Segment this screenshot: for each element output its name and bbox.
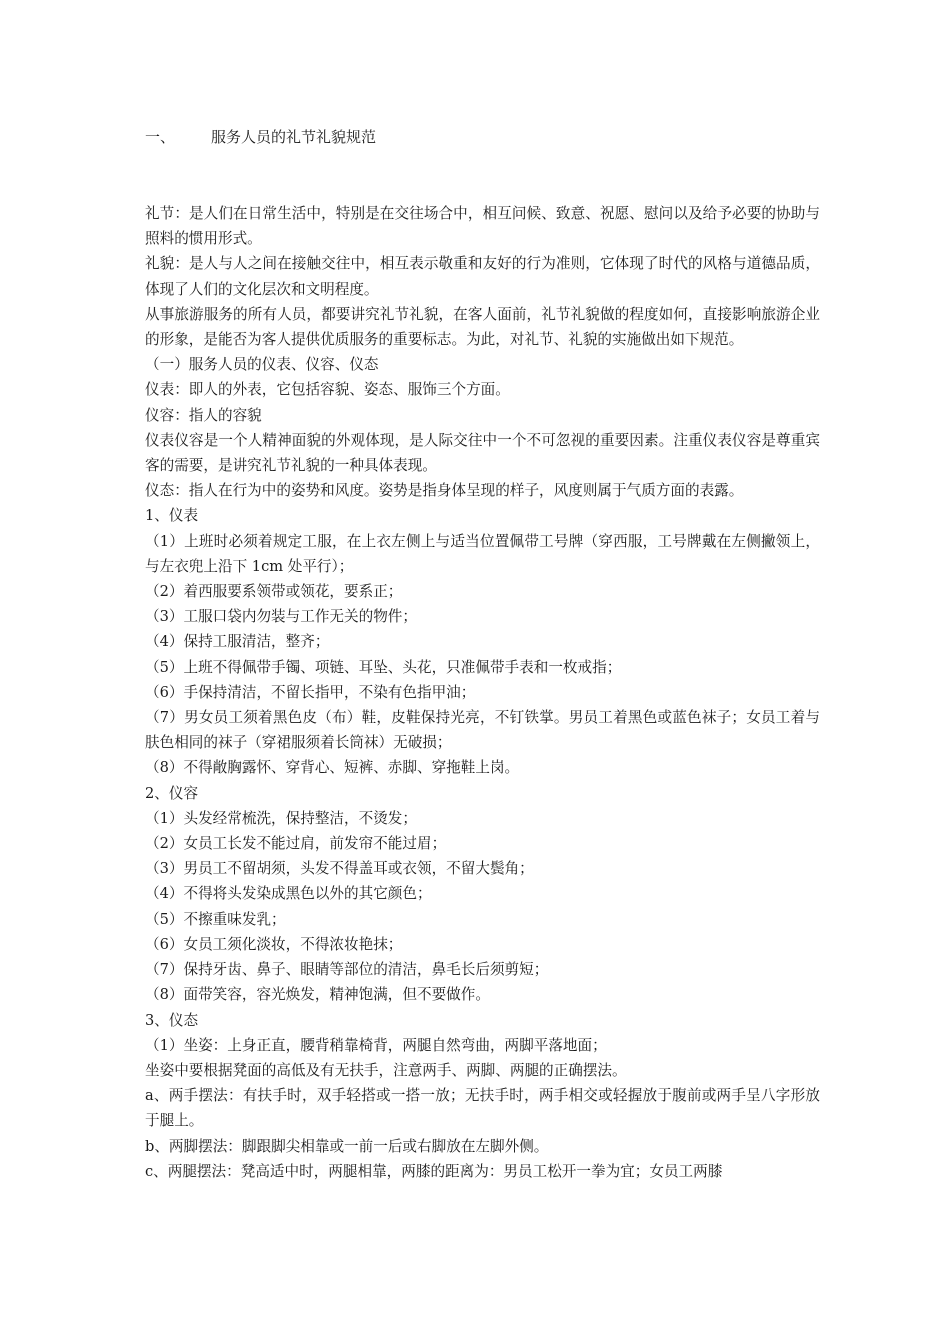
list-item: （3）男员工不留胡须，头发不得盖耳或衣领，不留大鬓角； xyxy=(145,860,534,878)
list-item: （6）手保持清洁，不留长指甲，不染有色指甲油； xyxy=(145,683,476,701)
section-title: 服务人员的礼节礼貌规范 xyxy=(211,128,377,146)
section-heading xyxy=(145,126,376,148)
paragraph: 从事旅游服务的所有人员，都要讲究礼节礼貌，在客人面前，礼节礼貌做的程度如何，直接影响旅游企业的形象，是能否为客人提供优质服务的重要标志。为此，对礼节、礼貌的实施做出如下规范。 xyxy=(145,305,820,349)
subsection-heading: 3、仪态 xyxy=(145,1011,199,1029)
list-item: （7）保持牙齿、鼻子、眼睛等部位的清洁，鼻毛长后须剪短； xyxy=(145,961,549,979)
paragraph: 仪容：指人的容貌 xyxy=(145,406,262,424)
list-item: c、两腿摆法：凳高适中时，两腿相靠，两膝的距离为：男员工松开一拳为宜；女员工两膝 xyxy=(145,1162,723,1180)
section-number: 一、 xyxy=(145,128,176,146)
list-item: （1）头发经常梳洗，保持整洁，不烫发； xyxy=(145,809,417,827)
list-item: （1）上班时必须着规定工服，在上衣左侧上与适当位置佩带工号牌（穿西服，工号牌戴在左侧撇领上，与左衣兜上沿下 1cm 处平行）； xyxy=(145,532,820,575)
paragraph: 仪态：指人在行为中的姿势和风度。姿势是指身体呈现的样子，风度则属于气质方面的表露。 xyxy=(145,482,744,500)
list-item: b、两脚摆法：脚跟脚尖相靠或一前一后或右脚放在左脚外侧。 xyxy=(145,1137,549,1155)
document-body xyxy=(145,201,820,1184)
list-item: （3）工服口袋内勿装与工作无关的物件； xyxy=(145,608,417,626)
list-item: （2）着西服要系领带或领花，要系正； xyxy=(145,583,403,601)
paragraph: 坐姿中要根据凳面的高低及有无扶手，注意两手、两脚、两腿的正确摆法。 xyxy=(145,1061,627,1079)
paragraph: 仪表仪容是一个人精神面貌的外观体现，是人际交往中一个不可忽视的重要因素。注重仪表仪容是尊重宾客的需要，是讲究礼节礼貌的一种具体表现。 xyxy=(145,431,820,475)
list-item: （8）面带笑容，容光焕发，精神饱满，但不要做作。 xyxy=(145,986,490,1004)
list-item: （2）女员工长发不能过肩，前发帘不能过眉； xyxy=(145,835,447,853)
list-item: （4）不得将头发染成黑色以外的其它颜色； xyxy=(145,885,432,903)
list-item: （7）男女员工须着黑色皮（布）鞋，皮鞋保持光亮，不钉铁掌。男员工着黑色或蓝色袜子；女员工着与肤色相同的袜子（穿裙服须着长筒袜）无破损； xyxy=(145,709,820,752)
list-item: （5）不擦重味发乳； xyxy=(145,910,286,928)
paragraph: （一）服务人员的仪表、仪容、仪态 xyxy=(145,356,379,374)
list-item: （1）坐姿：上身正直，腰背稍靠椅背，两腿自然弯曲，两脚平落地面； xyxy=(145,1036,607,1054)
list-item: （4）保持工服清洁，整齐； xyxy=(145,633,330,651)
list-item: （6）女员工须化淡妆，不得浓妆艳抹； xyxy=(145,935,403,953)
list-item: （5）上班不得佩带手镯、项链、耳坠、头花，只准佩带手表和一枚戒指； xyxy=(145,658,622,676)
paragraph: 礼貌：是人与人之间在接触交往中，相互表示敬重和友好的行为准则，它体现了时代的风格与道德品质，体现了人们的文化层次和文明程度。 xyxy=(145,255,820,298)
list-item: （8）不得敞胸露怀、穿背心、短裤、赤脚、穿拖鞋上岗。 xyxy=(145,759,520,777)
paragraph: 仪表：即人的外表，它包括容貌、姿态、服饰三个方面。 xyxy=(145,381,510,399)
list-item: a、两手摆法：有扶手时，双手轻搭或一搭一放；无扶手时，两手相交或轻握放于腹前或两手呈八字形放于腿上。 xyxy=(145,1087,820,1130)
subsection-heading: 2、仪容 xyxy=(145,784,199,802)
paragraph: 礼节：是人们在日常生活中，特别是在交往场合中，相互问候、致意、祝愿、慰问以及给予必要的协助与照料的惯用形式。 xyxy=(145,205,820,248)
subsection-heading: 1、仪表 xyxy=(145,507,199,525)
